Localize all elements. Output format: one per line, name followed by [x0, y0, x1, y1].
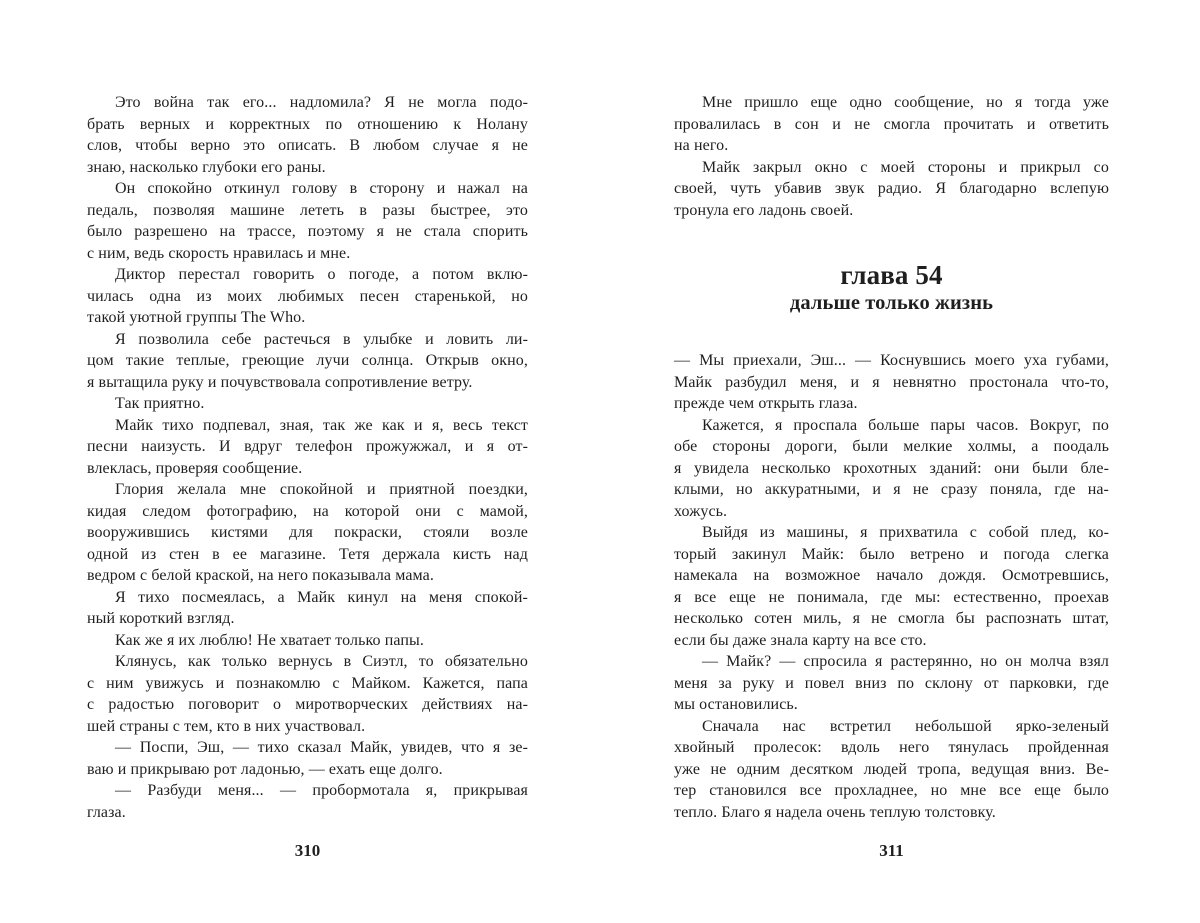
- paragraph: [87, 479, 528, 587]
- text-line: несколько сотен миль, я не смогла бы распознать штат,: [674, 610, 1109, 627]
- text-line: своей, чуть убавив звук радио. Я благодарно вслепую: [674, 180, 1109, 197]
- text-line: тронула его ладонь своей.: [674, 201, 854, 219]
- text-line: если бы даже знала карту на все сто.: [674, 631, 927, 649]
- text-line: с ним увижусь и познакомлю с Майком. Кажется, папа: [87, 674, 528, 692]
- text-line: вооружившись кистями для покраски, стояли возле: [87, 524, 528, 541]
- text-line: Майк разбудил меня, и я невнятно простонала что-то,: [674, 373, 1109, 391]
- text-line: ваю и прикрываю рот ладонью, — ехать еще долго.: [87, 760, 443, 778]
- page-number-left: 310: [294, 841, 321, 860]
- paragraph: [87, 651, 528, 737]
- paragraph: [674, 522, 1109, 651]
- text-line: Мне пришло еще одно сообщение, но я тогда уже: [702, 94, 1109, 111]
- text-line: — Мы приехали, Эш... — Коснувшись моего уха губами,: [674, 352, 1109, 369]
- text-line: Это война так его... надломила? Я не могла подо-: [115, 94, 528, 111]
- text-line: торый закинул Майк: было ветрено и погода слегка: [674, 545, 1109, 563]
- text-line: мы остановились.: [674, 696, 798, 713]
- text-line: клыми, но аккуратными, и я не сразу поняла, где на-: [674, 481, 1109, 498]
- text-line: ведром с белой краской, на него показывала мама.: [87, 567, 434, 584]
- text-line: провалилась в сон и не смогла прочитать и ответить: [674, 115, 1109, 133]
- text-line: чилась одна из моих любимых песен старенькой, но: [87, 287, 528, 305]
- text-line: с радостью поговорит о миротворческих действиях на-: [87, 696, 528, 713]
- text-line: уже не одним десятком людей тропа, ведущая вниз. Ве-: [674, 760, 1109, 778]
- chapter-heading: [674, 259, 1109, 315]
- text-line: я все еще не понимала, где мы: естественно, проехав: [674, 588, 1109, 606]
- text-line: было разрешено на трассе, поэтому я не стала спорить: [87, 223, 528, 240]
- text-line: Он спокойно откинул голову в сторону и нажал на: [115, 180, 528, 197]
- paragraph: [674, 716, 1109, 824]
- paragraph: [87, 393, 528, 415]
- paragraph: [674, 415, 1109, 523]
- text-line: Майк закрыл окно с моей стороны и прикрыл со: [702, 158, 1109, 176]
- text-line: влеклась, проверяя сообщение.: [87, 459, 303, 477]
- chapter-title: глава 54: [840, 260, 943, 290]
- paragraph: [87, 92, 528, 178]
- text-line: шей страны с тем, кто в них участвовал.: [87, 717, 366, 735]
- text-line: намекала на возможное начало дождя. Осмотревшись,: [674, 567, 1109, 584]
- text-line: Кажется, я проспала больше пары часов. Вокруг, по: [702, 416, 1109, 434]
- paragraph: [87, 780, 528, 823]
- paragraph: [87, 264, 528, 329]
- text-line: слов, чтобы верно это описать. В любом случае я не: [87, 137, 528, 154]
- page-number-right: 311: [879, 841, 904, 860]
- text-line: хожусь.: [674, 502, 728, 520]
- text-line: педаль, позволяя машине лететь в разы быстрее, это: [87, 201, 528, 219]
- text-line: я увидела несколько крохотных зданий: они были бле-: [674, 459, 1109, 477]
- text-line: Майк тихо подпевал, зная, так же как и я, весь текст: [115, 416, 528, 434]
- page-left-text: [87, 92, 528, 823]
- paragraph: [674, 651, 1109, 716]
- text-line: Глория желала мне спокойной и приятной поездки,: [115, 481, 528, 498]
- text-line: кидая следом фотографию, на которой они с мамой,: [87, 502, 528, 520]
- text-line: брать верных и корректных по отношению к Нолану: [87, 115, 528, 133]
- text-line: знаю, насколько глубоки его раны.: [87, 158, 326, 176]
- text-line: такой уютной группы The Who.: [87, 309, 306, 326]
- text-line: Как же я их люблю! Не хватает только папы.: [115, 631, 424, 649]
- text-line: — Разбуди меня... — пробормотала я, прикрывая: [115, 782, 528, 799]
- chapter-subtitle: дальше только жизнь: [789, 292, 994, 314]
- text-line: — Майк? — спросила я растерянно, но он молча взял: [702, 653, 1109, 670]
- text-line: прежде чем открыть глаза.: [674, 395, 858, 412]
- text-line: — Поспи, Эш, — тихо сказал Майк, увидев, что я зе-: [115, 739, 528, 756]
- text-line: Выйдя из машины, я прихватила с собой плед, ко-: [702, 524, 1109, 541]
- text-line: тепло. Благо я надела очень теплую толстовку.: [674, 803, 996, 821]
- paragraph: [87, 178, 528, 264]
- text-line: Диктор перестал говорить о погоде, а потом вклю-: [115, 266, 528, 283]
- text-line: меня за руку и повел вниз по склону от парковки, где: [674, 674, 1109, 692]
- text-line: цом такие теплые, греющие лучи солнца. Открыв окно,: [87, 352, 528, 369]
- text-line: тер становился все прохладнее, но мне все еще было: [674, 782, 1109, 799]
- paragraph: [87, 737, 528, 780]
- text-line: Я позволила себе растечься в улыбке и ловить ли-: [115, 330, 528, 348]
- text-line: Так приятно.: [115, 395, 205, 412]
- text-line: с ним, ведь скорость нравилась и мне.: [87, 244, 351, 262]
- paragraph: [87, 329, 528, 394]
- text-line: Я тихо посмеялась, а Майк кинул на меня спокой-: [115, 588, 528, 606]
- paragraph: [674, 92, 1109, 157]
- text-line: ный короткий взгляд.: [87, 610, 235, 627]
- paragraph: [87, 415, 528, 480]
- text-line: хвойный пролесок: вдоль него тянулась пройденная: [674, 739, 1109, 756]
- paragraph: [674, 350, 1109, 415]
- text-line: обе стороны дороги, были мелкие холмы, а поодаль: [674, 438, 1109, 455]
- paragraph: [87, 587, 528, 630]
- text-line: Сначала нас встретил небольшой ярко-зеленый: [702, 717, 1109, 735]
- text-line: одной из стен в ее магазине. Тетя держала кисть над: [87, 545, 528, 563]
- text-line: песни наизусть. И вдруг телефон прожужжал, и я от-: [87, 438, 528, 455]
- text-line: глаза.: [87, 803, 126, 821]
- page-right-text: [674, 92, 1109, 823]
- text-line: Клянусь, как только вернусь в Сиэтл, то обязательно: [115, 653, 528, 670]
- paragraph: [87, 630, 528, 652]
- text-line: я вытащила руку и почувствовала сопротивление ветру.: [87, 373, 473, 391]
- paragraph: [674, 157, 1109, 222]
- text-line: на него.: [674, 137, 729, 154]
